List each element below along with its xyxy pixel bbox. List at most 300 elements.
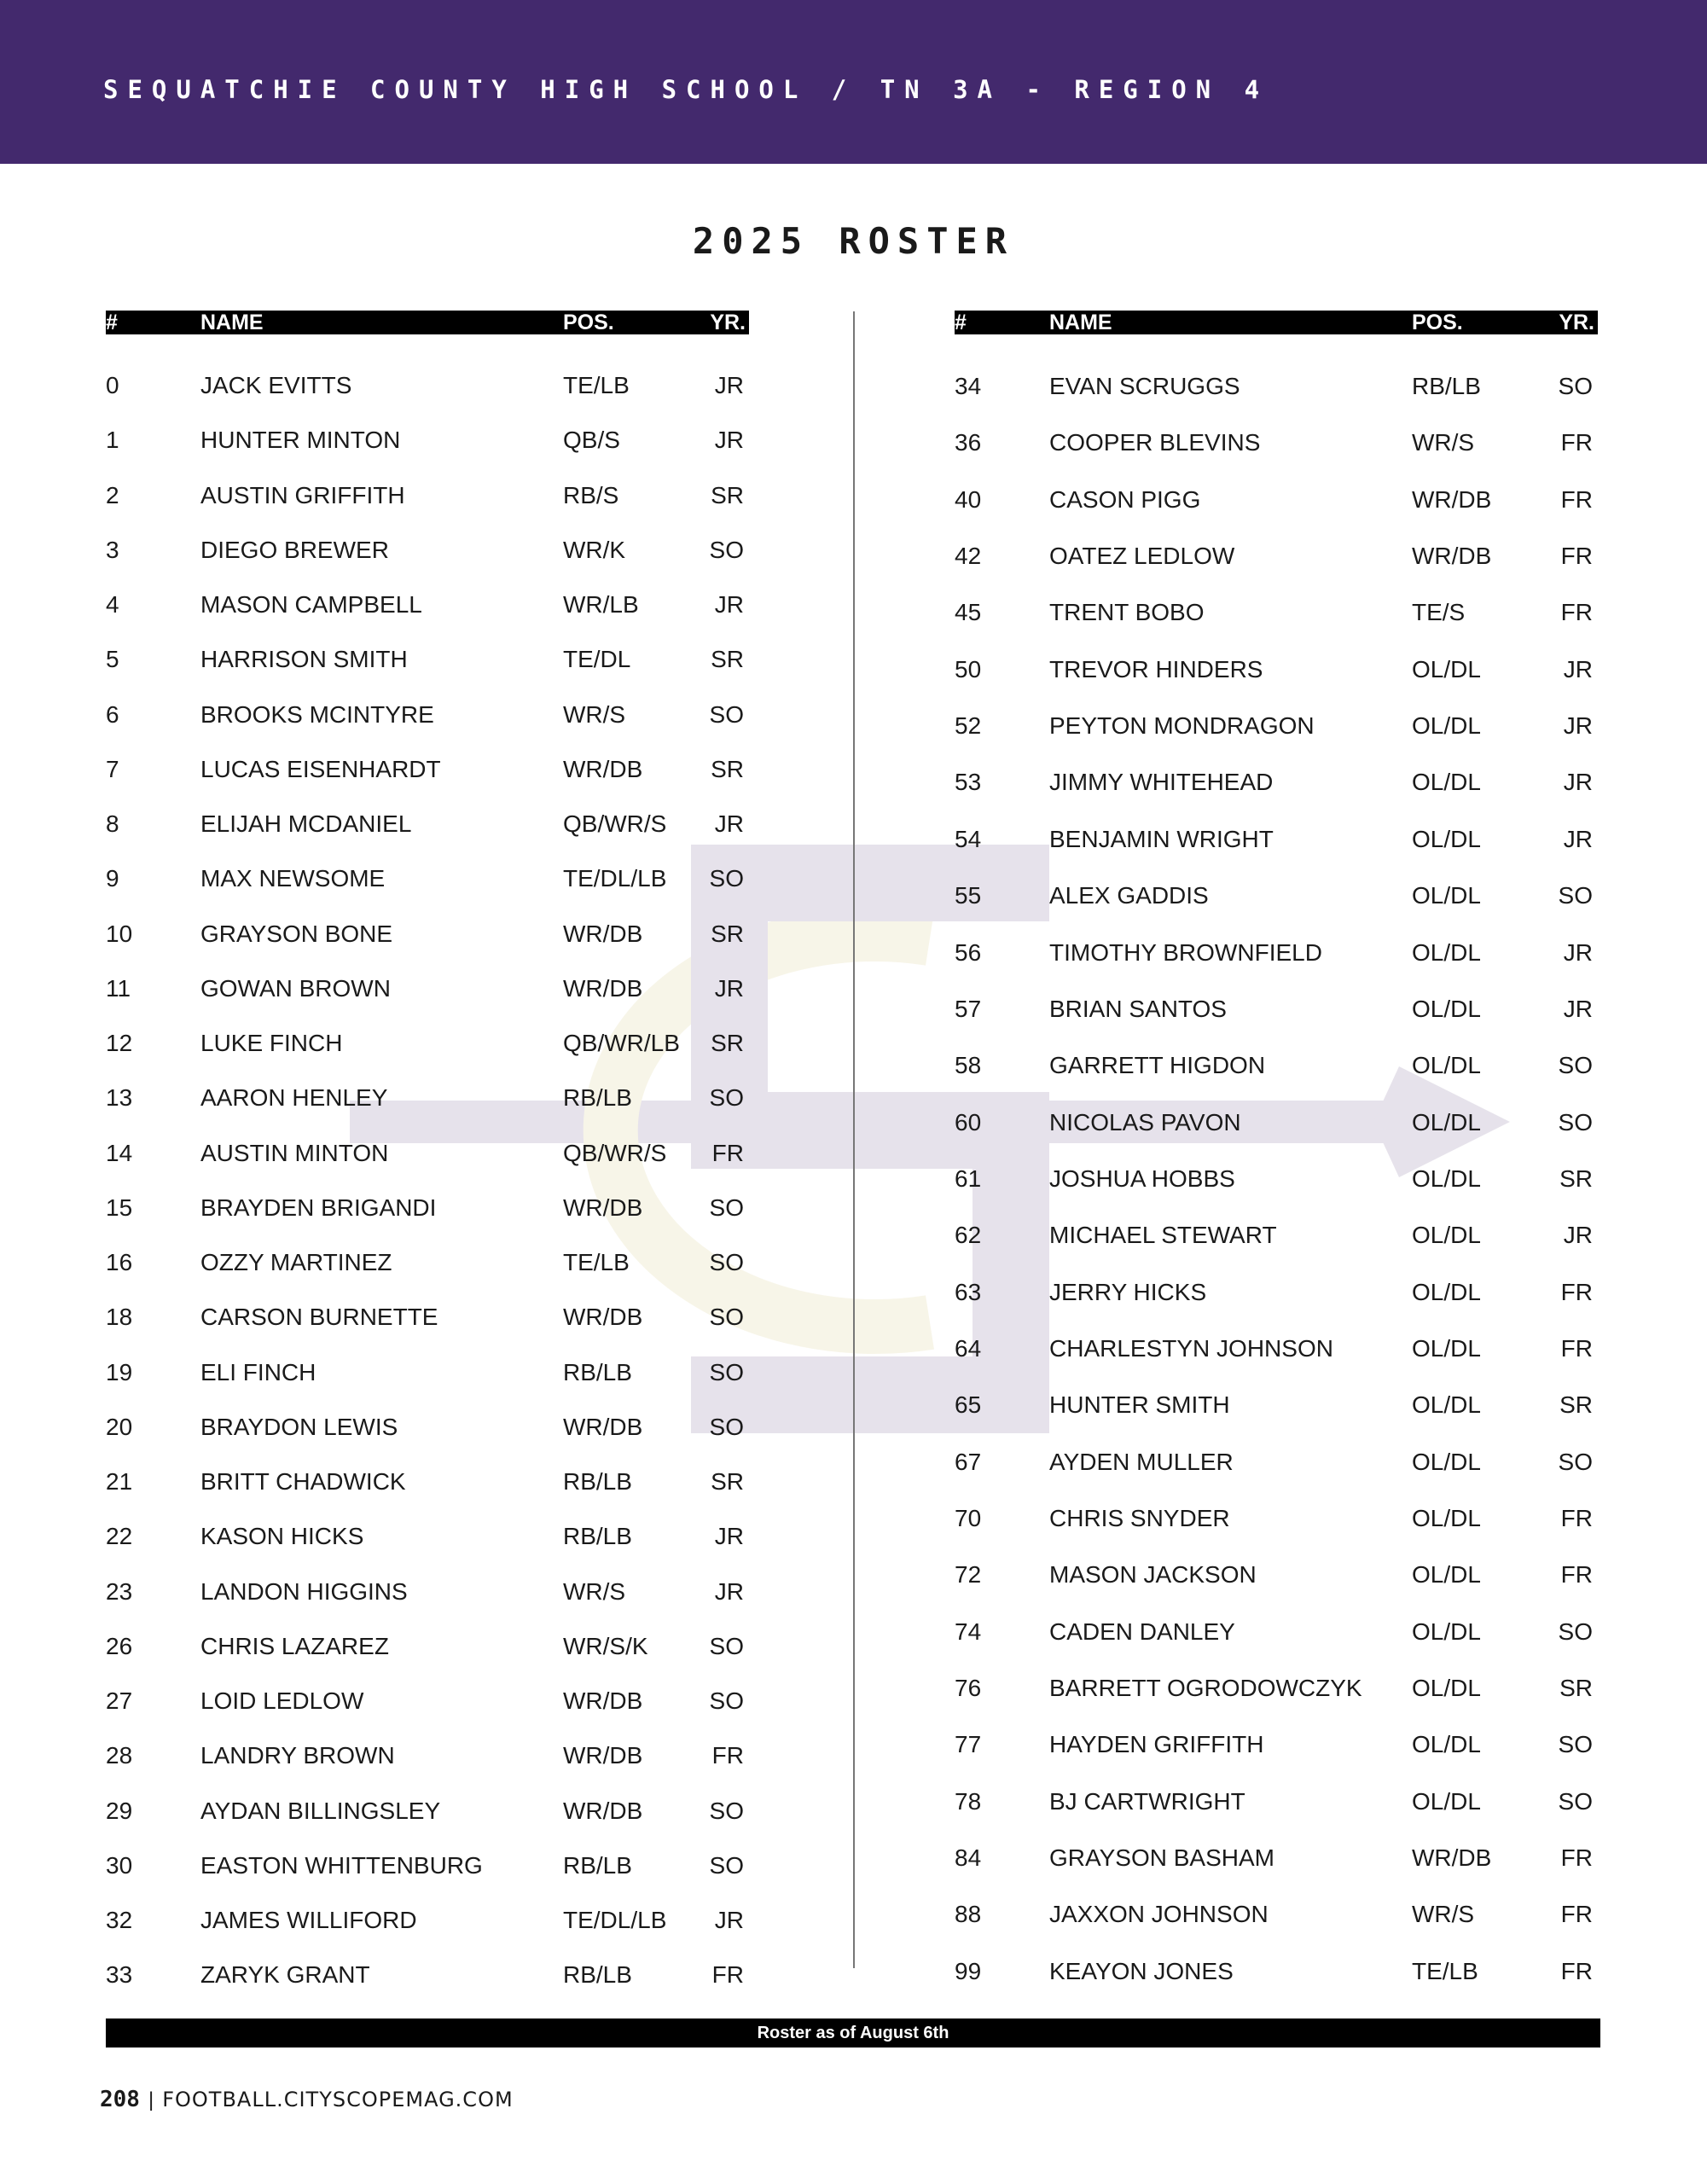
player-number: 21 bbox=[106, 1468, 133, 1495]
table-row bbox=[955, 1332, 1598, 1366]
table-row bbox=[106, 479, 749, 513]
player-position: QB/WR/S bbox=[563, 810, 667, 837]
player-position: WR/K bbox=[563, 536, 626, 563]
player-name: LANDRY BROWN bbox=[200, 1742, 395, 1769]
player-year: SO bbox=[709, 1358, 744, 1385]
player-number: 52 bbox=[955, 712, 982, 740]
player-position: WR/DB bbox=[563, 1687, 643, 1714]
player-name: BROOKS MCINTYRE bbox=[200, 700, 434, 728]
table-row bbox=[955, 539, 1598, 573]
player-year: SO bbox=[1558, 1052, 1593, 1079]
player-position: RB/LB bbox=[563, 1468, 632, 1495]
table-row bbox=[955, 1785, 1598, 1819]
player-position: OL/DL bbox=[1412, 1675, 1481, 1702]
player-number: 27 bbox=[106, 1687, 133, 1714]
table-row bbox=[955, 1218, 1598, 1252]
player-year: FR bbox=[1560, 1278, 1593, 1305]
player-name: AYDEN MULLER bbox=[1049, 1448, 1234, 1475]
player-position: OL/DL bbox=[1412, 1278, 1481, 1305]
player-number: 58 bbox=[955, 1052, 982, 1079]
player-year: FR bbox=[1560, 599, 1593, 626]
player-position: OL/DL bbox=[1412, 938, 1481, 966]
player-name: EVAN SCRUGGS bbox=[1049, 373, 1240, 399]
table-header bbox=[106, 311, 749, 334]
player-position: OL/DL bbox=[1412, 1561, 1481, 1589]
table-row bbox=[955, 709, 1598, 743]
player-name: BJ CARTWRIGHT bbox=[1049, 1787, 1245, 1815]
player-number: 18 bbox=[106, 1304, 133, 1331]
player-name: HUNTER MINTON bbox=[200, 427, 401, 454]
player-position: TE/DL/LB bbox=[563, 865, 667, 892]
table-row bbox=[955, 936, 1598, 970]
player-number: 12 bbox=[106, 1030, 133, 1056]
player-number: 7 bbox=[106, 755, 119, 782]
player-name: CADEN DANLEY bbox=[1049, 1618, 1235, 1645]
player-year: SO bbox=[1558, 1108, 1593, 1136]
player-name: AUSTIN MINTON bbox=[200, 1139, 389, 1166]
page-header-band bbox=[0, 0, 1707, 164]
table-row bbox=[106, 642, 749, 677]
player-year: SR bbox=[1559, 1391, 1593, 1419]
player-year: SO bbox=[1558, 882, 1593, 909]
player-name: AARON HENLEY bbox=[200, 1084, 388, 1112]
player-name: GARRETT HIGDON bbox=[1049, 1052, 1266, 1079]
player-number: 2 bbox=[106, 481, 119, 508]
player-name: ELI FINCH bbox=[200, 1358, 316, 1385]
player-number: 26 bbox=[106, 1632, 133, 1659]
table-row bbox=[955, 1615, 1598, 1649]
player-number: 60 bbox=[955, 1108, 982, 1136]
player-name: JOSHUA HOBBS bbox=[1049, 1165, 1235, 1192]
player-position: WR/DB bbox=[563, 920, 643, 947]
player-number: 77 bbox=[955, 1731, 982, 1758]
table-row bbox=[955, 1106, 1598, 1140]
player-year: SO bbox=[709, 1304, 744, 1331]
table-row bbox=[106, 1026, 749, 1060]
table-row bbox=[955, 765, 1598, 799]
player-number: 99 bbox=[955, 1957, 982, 1984]
player-year: SO bbox=[709, 865, 744, 892]
table-row bbox=[106, 752, 749, 787]
player-year: SO bbox=[709, 1632, 744, 1659]
player-position: OL/DL bbox=[1412, 1334, 1481, 1362]
player-name: JERRY HICKS bbox=[1049, 1278, 1207, 1305]
player-name: CARSON BURNETTE bbox=[200, 1304, 438, 1331]
player-year: SO bbox=[1558, 373, 1593, 399]
player-year: FR bbox=[1560, 1957, 1593, 1984]
player-name: TREVOR HINDERS bbox=[1049, 655, 1263, 682]
player-name: DIEGO BREWER bbox=[200, 536, 389, 563]
player-year: JR bbox=[714, 372, 744, 398]
player-name: LOID LEDLOW bbox=[200, 1687, 364, 1714]
player-position: WR/DB bbox=[1412, 1844, 1492, 1872]
table-row bbox=[106, 1081, 749, 1115]
player-name: BENJAMIN WRIGHT bbox=[1049, 825, 1274, 852]
player-position: TE/DL/LB bbox=[563, 1907, 667, 1933]
player-year: JR bbox=[1563, 769, 1593, 796]
player-name: LUKE FINCH bbox=[200, 1030, 343, 1056]
player-number: 34 bbox=[955, 373, 982, 399]
player-year: JR bbox=[1563, 655, 1593, 682]
player-number: 42 bbox=[955, 543, 982, 570]
player-position: OL/DL bbox=[1412, 1787, 1481, 1815]
player-number: 53 bbox=[955, 769, 982, 796]
table-row bbox=[955, 822, 1598, 857]
player-number: 45 bbox=[955, 599, 982, 626]
player-number: 8 bbox=[106, 810, 119, 837]
player-year: JR bbox=[714, 591, 744, 618]
column-divider bbox=[853, 311, 855, 1968]
player-year: JR bbox=[714, 974, 744, 1002]
player-year: FR bbox=[1560, 1844, 1593, 1872]
player-year: SR bbox=[711, 646, 744, 673]
header-number: # bbox=[106, 311, 118, 334]
player-year: JR bbox=[714, 1523, 744, 1550]
table-row bbox=[106, 1300, 749, 1334]
player-position: OL/DL bbox=[1412, 655, 1481, 682]
header-year: YR. bbox=[710, 311, 746, 334]
player-year: JR bbox=[1563, 712, 1593, 740]
table-row bbox=[955, 992, 1598, 1026]
player-year: SR bbox=[1559, 1165, 1593, 1192]
player-position: TE/LB bbox=[563, 1249, 630, 1275]
table-row bbox=[106, 1575, 749, 1609]
player-number: 72 bbox=[955, 1561, 982, 1589]
player-number: 32 bbox=[106, 1907, 133, 1933]
table-row bbox=[955, 1162, 1598, 1196]
player-position: OL/DL bbox=[1412, 1505, 1481, 1531]
player-position: QB/WR/S bbox=[563, 1139, 667, 1166]
player-name: KASON HICKS bbox=[200, 1523, 364, 1550]
player-name: BARRETT OGRODOWCZYK bbox=[1049, 1675, 1362, 1702]
roster-table-right bbox=[955, 311, 1598, 1984]
player-year: FR bbox=[1560, 1505, 1593, 1531]
player-position: WR/S bbox=[563, 1577, 626, 1605]
table-row bbox=[106, 1794, 749, 1828]
player-name: BRAYDEN BRIGANDI bbox=[200, 1194, 437, 1221]
player-position: TE/S bbox=[1412, 599, 1466, 626]
player-name: MASON CAMPBELL bbox=[200, 591, 422, 618]
player-position: RB/LB bbox=[1412, 373, 1481, 399]
player-number: 22 bbox=[106, 1523, 133, 1550]
player-name: KEAYON JONES bbox=[1049, 1957, 1234, 1984]
table-row bbox=[955, 1841, 1598, 1875]
player-number: 20 bbox=[106, 1413, 133, 1440]
player-position: WR/DB bbox=[563, 1304, 643, 1331]
player-position: WR/DB bbox=[563, 974, 643, 1002]
footer-separator: | bbox=[148, 2088, 154, 2111]
player-year: SO bbox=[1558, 1787, 1593, 1815]
table-row bbox=[106, 1958, 749, 1992]
table-row bbox=[955, 483, 1598, 517]
player-name: CASON PIGG bbox=[1049, 485, 1201, 513]
player-year: SO bbox=[709, 1084, 744, 1112]
player-name: TRENT BOBO bbox=[1049, 599, 1205, 626]
player-year: SO bbox=[709, 1851, 744, 1879]
table-row bbox=[955, 1558, 1598, 1592]
player-position: TE/LB bbox=[563, 372, 630, 398]
player-position: WR/DB bbox=[563, 1413, 643, 1440]
player-year: SR bbox=[711, 1030, 744, 1056]
player-year: FR bbox=[1560, 1901, 1593, 1928]
player-number: 6 bbox=[106, 700, 119, 728]
player-number: 14 bbox=[106, 1139, 133, 1166]
player-number: 16 bbox=[106, 1249, 133, 1275]
player-number: 50 bbox=[955, 655, 982, 682]
player-name: BRITT CHADWICK bbox=[200, 1468, 406, 1495]
player-name: JAMES WILLIFORD bbox=[200, 1907, 417, 1933]
table-row bbox=[955, 1388, 1598, 1422]
player-position: OL/DL bbox=[1412, 1448, 1481, 1475]
player-number: 1 bbox=[106, 427, 119, 454]
page-number: 208 bbox=[100, 2087, 140, 2112]
header-position: POS. bbox=[563, 311, 614, 334]
player-name: OATEZ LEDLOW bbox=[1049, 543, 1235, 570]
player-number: 78 bbox=[955, 1787, 982, 1815]
table-row bbox=[106, 698, 749, 732]
table-row bbox=[106, 369, 749, 403]
table-row bbox=[106, 533, 749, 567]
table-row bbox=[106, 1356, 749, 1390]
table-row bbox=[955, 1955, 1598, 1989]
player-year: SO bbox=[1558, 1731, 1593, 1758]
player-number: 40 bbox=[955, 485, 982, 513]
player-position: OL/DL bbox=[1412, 769, 1481, 796]
player-number: 11 bbox=[106, 974, 131, 1002]
player-year: SO bbox=[709, 536, 744, 563]
table-row bbox=[955, 1502, 1598, 1536]
player-position: OL/DL bbox=[1412, 882, 1481, 909]
player-year: SR bbox=[711, 481, 744, 508]
player-year: SR bbox=[711, 1468, 744, 1495]
player-position: OL/DL bbox=[1412, 1222, 1481, 1249]
player-name: NICOLAS PAVON bbox=[1049, 1108, 1241, 1136]
player-name: HUNTER SMITH bbox=[1049, 1391, 1230, 1419]
table-row bbox=[955, 1897, 1598, 1931]
player-position: RB/LB bbox=[563, 1084, 632, 1112]
player-number: 13 bbox=[106, 1084, 133, 1112]
player-number: 33 bbox=[106, 1961, 133, 1989]
table-row bbox=[106, 1739, 749, 1773]
player-position: WR/S bbox=[563, 700, 626, 728]
player-position: WR/DB bbox=[563, 1797, 643, 1824]
table-row bbox=[955, 426, 1598, 460]
player-year: JR bbox=[714, 810, 744, 837]
table-row bbox=[106, 423, 749, 457]
player-name: PEYTON MONDRAGON bbox=[1049, 712, 1315, 740]
player-year: SO bbox=[709, 1413, 744, 1440]
player-name: HAYDEN GRIFFITH bbox=[1049, 1731, 1264, 1758]
player-year: FR bbox=[1560, 485, 1593, 513]
player-number: 28 bbox=[106, 1742, 133, 1769]
player-name: HARRISON SMITH bbox=[200, 646, 408, 673]
player-name: AYDAN BILLINGSLEY bbox=[200, 1797, 441, 1824]
player-position: TE/LB bbox=[1412, 1957, 1478, 1984]
player-position: RB/LB bbox=[563, 1851, 632, 1879]
player-number: 62 bbox=[955, 1222, 982, 1249]
player-name: BRIAN SANTOS bbox=[1049, 995, 1227, 1022]
player-name: ALEX GADDIS bbox=[1049, 882, 1209, 909]
player-year: FR bbox=[711, 1961, 744, 1989]
table-row bbox=[955, 1275, 1598, 1310]
player-position: QB/WR/LB bbox=[563, 1030, 680, 1056]
player-number: 0 bbox=[106, 372, 119, 398]
table-row bbox=[106, 1191, 749, 1225]
player-number: 30 bbox=[106, 1851, 133, 1879]
player-number: 61 bbox=[955, 1165, 982, 1192]
player-number: 56 bbox=[955, 938, 982, 966]
player-year: FR bbox=[1560, 1334, 1593, 1362]
player-number: 9 bbox=[106, 865, 119, 892]
page-title: 2025 ROSTER bbox=[692, 220, 1015, 262]
header-name: NAME bbox=[1049, 311, 1112, 334]
player-number: 76 bbox=[955, 1675, 982, 1702]
table-row bbox=[106, 1465, 749, 1499]
player-year: JR bbox=[714, 1907, 744, 1933]
player-position: WR/DB bbox=[1412, 485, 1492, 513]
table-row bbox=[955, 653, 1598, 687]
player-position: OL/DL bbox=[1412, 1731, 1481, 1758]
table-header bbox=[955, 311, 1598, 334]
player-position: OL/DL bbox=[1412, 1165, 1481, 1192]
player-number: 67 bbox=[955, 1448, 982, 1475]
player-name: COOPER BLEVINS bbox=[1049, 429, 1261, 456]
player-year: SR bbox=[711, 920, 744, 947]
roster-date-note: Roster as of August 6th bbox=[106, 2018, 1600, 2048]
player-year: SO bbox=[1558, 1448, 1593, 1475]
table-row bbox=[955, 1728, 1598, 1762]
player-name: MAX NEWSOME bbox=[200, 865, 386, 892]
player-position: OL/DL bbox=[1412, 1052, 1481, 1079]
player-year: FR bbox=[1560, 429, 1593, 456]
player-year: JR bbox=[1563, 938, 1593, 966]
player-number: 74 bbox=[955, 1618, 982, 1645]
player-name: OZZY MARTINEZ bbox=[200, 1249, 392, 1275]
header-position: POS. bbox=[1412, 311, 1463, 334]
player-position: WR/S bbox=[1412, 429, 1475, 456]
player-year: FR bbox=[711, 1139, 744, 1166]
header-school-region: SEQUATCHIE COUNTY HIGH SCHOOL / TN 3A - REGION 4 bbox=[103, 75, 1269, 104]
table-row bbox=[106, 588, 749, 622]
player-year: SO bbox=[709, 1797, 744, 1824]
player-position: OL/DL bbox=[1412, 712, 1481, 740]
player-position: QB/S bbox=[563, 427, 620, 454]
player-number: 84 bbox=[955, 1844, 982, 1872]
player-number: 57 bbox=[955, 995, 982, 1022]
player-position: RB/LB bbox=[563, 1961, 632, 1989]
table-row bbox=[106, 1519, 749, 1554]
player-position: WR/DB bbox=[563, 1742, 643, 1769]
player-year: SR bbox=[1559, 1675, 1593, 1702]
player-name: CHARLESTYN JOHNSON bbox=[1049, 1334, 1333, 1362]
roster-table-left bbox=[106, 311, 749, 1989]
player-number: 65 bbox=[955, 1391, 982, 1419]
player-name: CHRIS SNYDER bbox=[1049, 1505, 1230, 1531]
table-row bbox=[106, 1246, 749, 1280]
header-year: YR. bbox=[1559, 311, 1594, 334]
player-number: 4 bbox=[106, 591, 119, 618]
player-name: MICHAEL STEWART bbox=[1049, 1222, 1277, 1249]
player-position: WR/LB bbox=[563, 591, 639, 618]
player-position: RB/LB bbox=[563, 1523, 632, 1550]
player-name: CHRIS LAZAREZ bbox=[200, 1632, 389, 1659]
player-position: OL/DL bbox=[1412, 1618, 1481, 1645]
player-year: SO bbox=[709, 1249, 744, 1275]
player-year: JR bbox=[1563, 825, 1593, 852]
player-number: 23 bbox=[106, 1577, 133, 1605]
player-position: OL/DL bbox=[1412, 825, 1481, 852]
player-number: 63 bbox=[955, 1278, 982, 1305]
table-row bbox=[955, 879, 1598, 913]
player-position: WR/DB bbox=[1412, 543, 1492, 570]
player-year: JR bbox=[1563, 1222, 1593, 1249]
player-name: MASON JACKSON bbox=[1049, 1561, 1257, 1589]
player-year: SO bbox=[709, 1687, 744, 1714]
player-position: OL/DL bbox=[1412, 995, 1481, 1022]
table-row bbox=[106, 917, 749, 951]
player-position: OL/DL bbox=[1412, 1391, 1481, 1419]
player-position: WR/S/K bbox=[563, 1632, 648, 1659]
player-name: GRAYSON BONE bbox=[200, 920, 393, 947]
header-name: NAME bbox=[200, 311, 264, 334]
player-position: WR/S bbox=[1412, 1901, 1475, 1928]
player-name: ELIJAH MCDANIEL bbox=[200, 810, 412, 837]
player-number: 19 bbox=[106, 1358, 133, 1385]
player-name: AUSTIN GRIFFITH bbox=[200, 481, 405, 508]
table-row bbox=[955, 369, 1598, 404]
player-position: RB/S bbox=[563, 481, 619, 508]
player-number: 29 bbox=[106, 1797, 133, 1824]
player-number: 64 bbox=[955, 1334, 982, 1362]
player-year: SO bbox=[709, 1194, 744, 1221]
player-position: OL/DL bbox=[1412, 1108, 1481, 1136]
table-row bbox=[106, 1849, 749, 1883]
player-position: RB/LB bbox=[563, 1358, 632, 1385]
player-year: FR bbox=[711, 1742, 744, 1769]
player-number: 36 bbox=[955, 429, 982, 456]
footer-website-link[interactable]: FOOTBALL.CITYSCOPEMAG.COM bbox=[162, 2088, 514, 2111]
player-name: GOWAN BROWN bbox=[200, 974, 391, 1002]
player-position: WR/DB bbox=[563, 1194, 643, 1221]
player-name: JIMMY WHITEHEAD bbox=[1049, 769, 1274, 796]
player-name: TIMOTHY BROWNFIELD bbox=[1049, 938, 1322, 966]
player-name: JAXXON JOHNSON bbox=[1049, 1901, 1269, 1928]
player-number: 55 bbox=[955, 882, 982, 909]
table-row bbox=[106, 862, 749, 896]
table-row bbox=[955, 1445, 1598, 1479]
player-year: JR bbox=[714, 1577, 744, 1605]
player-name: EASTON WHITTENBURG bbox=[200, 1851, 483, 1879]
table-row bbox=[955, 595, 1598, 630]
player-number: 3 bbox=[106, 536, 119, 563]
player-year: FR bbox=[1560, 1561, 1593, 1589]
player-number: 70 bbox=[955, 1505, 982, 1531]
header-number: # bbox=[955, 311, 967, 334]
player-name: JACK EVITTS bbox=[200, 372, 352, 398]
player-year: FR bbox=[1560, 543, 1593, 570]
table-row bbox=[106, 972, 749, 1006]
table-row bbox=[955, 1671, 1598, 1705]
player-position: TE/DL bbox=[563, 646, 631, 673]
player-number: 54 bbox=[955, 825, 982, 852]
player-name: GRAYSON BASHAM bbox=[1049, 1844, 1274, 1872]
table-row bbox=[106, 1629, 749, 1664]
player-name: LUCAS EISENHARDT bbox=[200, 755, 441, 782]
table-row bbox=[955, 1048, 1598, 1083]
player-number: 15 bbox=[106, 1194, 133, 1221]
player-number: 88 bbox=[955, 1901, 982, 1928]
table-row bbox=[106, 1136, 749, 1170]
